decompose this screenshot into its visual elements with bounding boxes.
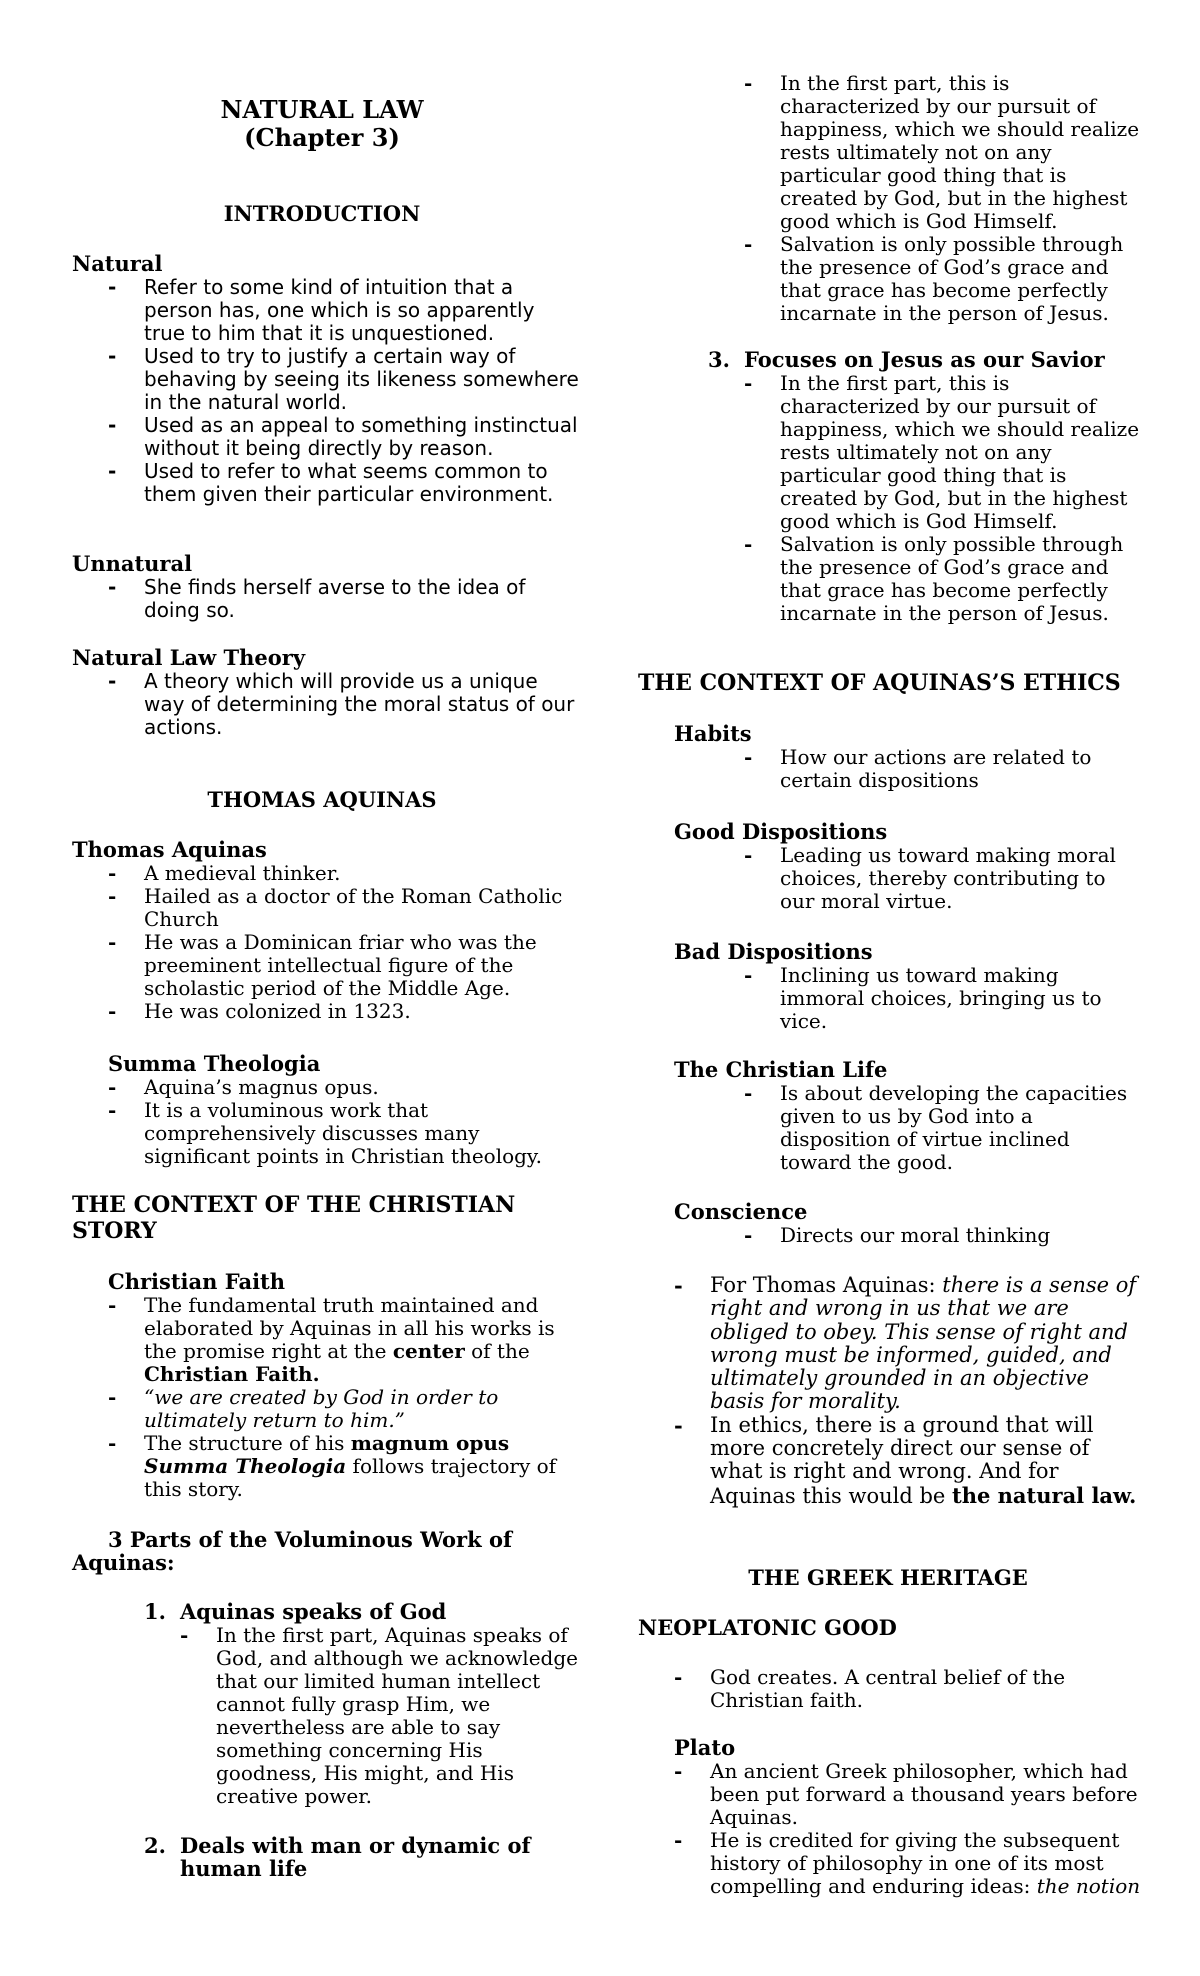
- summa-list: [108, 1076, 580, 1168]
- list-item: - The structure of his magnum opus Summa Theologia follows trajectory of this story.: [108, 1432, 580, 1501]
- list-item: - Salvation is only possible through the presence of God’s grace and that grace has become perfectly incarnate in the person of Jesus.: [744, 233, 1144, 325]
- part-1-title: 1. Aquinas speaks of God: [144, 1599, 447, 1624]
- plato-term: Plato: [674, 1735, 736, 1760]
- christian-faith-term: Christian Faith: [108, 1269, 286, 1294]
- list-item: - Is about developing the capacities given to us by God into a disposition of virtue inclined toward the good.: [744, 1082, 1144, 1174]
- list-item: - A theory which will provide us a unique way of determining the moral status of our actions.: [108, 670, 580, 739]
- list-item: - Salvation is only possible through the presence of God’s grace and that grace has become perfectly incarnate in the person of Jesus.: [744, 533, 1144, 625]
- list-item: - Aquina’s magnus opus.: [108, 1076, 580, 1099]
- list-item: - He was colonized in 1323.: [108, 1000, 580, 1023]
- list-item: - In the first part, this is characterized by our pursuit of happiness, which we should realize rests ultimately not on any particular good thing that is created by God, but in the highest good which is God Himself.: [744, 372, 1144, 533]
- list-item: - In the first part, this is characterized by our pursuit of happiness, which we should realize rests ultimately not on any particular good thing that is created by God, but in the highest good which is God Himself.: [744, 72, 1144, 233]
- neoplatonic-list: [674, 1666, 1144, 1712]
- theory-list: [108, 670, 580, 739]
- christian-life-term: The Christian Life: [674, 1057, 888, 1082]
- three-parts-heading: 3 Parts of the Voluminous Work of Aquinas:: [72, 1527, 512, 1575]
- part-2-title: 2. Deals with man or dynamic of human life: [144, 1833, 531, 1881]
- list-item: - A medieval thinker.: [108, 862, 580, 885]
- list-item: - Directs our moral thinking: [744, 1224, 1144, 1247]
- ethics-points-list: [674, 1274, 1144, 1508]
- list-item: - How our actions are related to certain dispositions: [744, 746, 1144, 792]
- list-item: - She finds herself averse to the idea of doing so.: [108, 576, 580, 622]
- unnatural-term: Unnatural: [72, 551, 193, 576]
- natural-list: [108, 276, 580, 506]
- list-item: - In ethics, there is a ground that will more concretely direct our sense of what is right and wrong. And for Aquinas this would be the natural law.: [674, 1414, 1144, 1508]
- list-item: - Inclining us toward making immoral choices, bringing us to vice.: [744, 964, 1144, 1033]
- summa-theologia-term: Summa Theologia: [108, 1051, 321, 1076]
- list-item: - Used as an appeal to something instinctual without it being directly by reason.: [108, 414, 580, 460]
- list-item: - Leading us toward making moral choices, thereby contributing to our moral virtue.: [744, 844, 1144, 913]
- list-item: - It is a voluminous work that comprehensively discusses many significant points in Christian theology.: [108, 1099, 580, 1168]
- thomas-aquinas-heading: THOMAS AQUINAS: [207, 787, 437, 812]
- good-dispositions-list: [744, 844, 1144, 913]
- aquinas-list: [108, 862, 580, 1023]
- habits-term: Habits: [674, 721, 752, 746]
- aquinas-ethics-heading: THE CONTEXT OF AQUINAS’S ETHICS: [638, 670, 1121, 696]
- christian-story-heading: THE CONTEXT OF THE CHRISTIAN STORY: [72, 1192, 516, 1244]
- list-item: - He was a Dominican friar who was the preeminent intellectual figure of the scholastic period of the Middle Age.: [108, 931, 580, 1000]
- christian-life-list: [744, 1082, 1144, 1174]
- list-item: - He is credited for giving the subsequent history of philosophy in one of its most compelling and enduring ideas: the notion: [674, 1829, 1144, 1898]
- list-item: - For Thomas Aquinas: there is a sense of right and wrong in us that we are obliged to obey. This sense of right and wrong must be informed, guided, and ultimately grounded in an objective basis for morality.: [674, 1274, 1144, 1414]
- part-3-list: [744, 372, 1144, 625]
- unnatural-list: [108, 576, 580, 622]
- greek-heritage-heading: THE GREEK HERITAGE: [748, 1565, 1028, 1590]
- title-line-1: NATURAL LAW: [220, 95, 424, 124]
- part-2-list: [744, 72, 1144, 325]
- list-item: - An ancient Greek philosopher, which had been put forward a thousand years before Aquinas.: [674, 1760, 1144, 1829]
- thomas-aquinas-term: Thomas Aquinas: [72, 837, 267, 862]
- list-item: - Used to try to justify a certain way of behaving by seeing its likeness somewhere in the natural world.: [108, 345, 580, 414]
- title-line-2: (Chapter 3): [244, 123, 400, 152]
- neoplatonic-good-heading: NEOPLATONIC GOOD: [638, 1615, 897, 1640]
- conscience-list: [744, 1224, 1144, 1247]
- bad-dispositions-list: [744, 964, 1144, 1033]
- christian-faith-list: [108, 1294, 580, 1501]
- part-1-list: [180, 1624, 580, 1808]
- natural-term: Natural: [72, 251, 163, 276]
- conscience-term: Conscience: [674, 1199, 808, 1224]
- bad-dispositions-term: Bad Dispositions: [674, 939, 873, 964]
- list-item: - Refer to some kind of intuition that a person has, one which is so apparently true to him that it is unquestioned.: [108, 276, 580, 345]
- introduction-heading: INTRODUCTION: [223, 201, 421, 226]
- plato-list: [674, 1760, 1144, 1898]
- good-dispositions-term: Good Dispositions: [674, 819, 888, 844]
- natural-law-theory-term: Natural Law Theory: [72, 645, 306, 670]
- list-item: - God creates. A central belief of the Christian faith.: [674, 1666, 1144, 1712]
- document-title: [72, 96, 572, 152]
- list-item: - Used to refer to what seems common to them given their particular environment.: [108, 460, 580, 506]
- list-item: - “we are created by God in order to ultimately return to him.”: [108, 1386, 580, 1432]
- list-item: - Hailed as a doctor of the Roman Catholic Church: [108, 885, 580, 931]
- list-item: - The fundamental truth maintained and elaborated by Aquinas in all his works is the promise right at the center of the Christian Faith.: [108, 1294, 580, 1386]
- list-item: - In the first part, Aquinas speaks of God, and although we acknowledge that our limited human intellect cannot fully grasp Him, we nevertheless are able to say something concerning His goodness, His might, and His creative power.: [180, 1624, 580, 1808]
- part-3-title: 3. Focuses on Jesus as our Savior: [708, 347, 1105, 372]
- habits-list: [744, 746, 1144, 792]
